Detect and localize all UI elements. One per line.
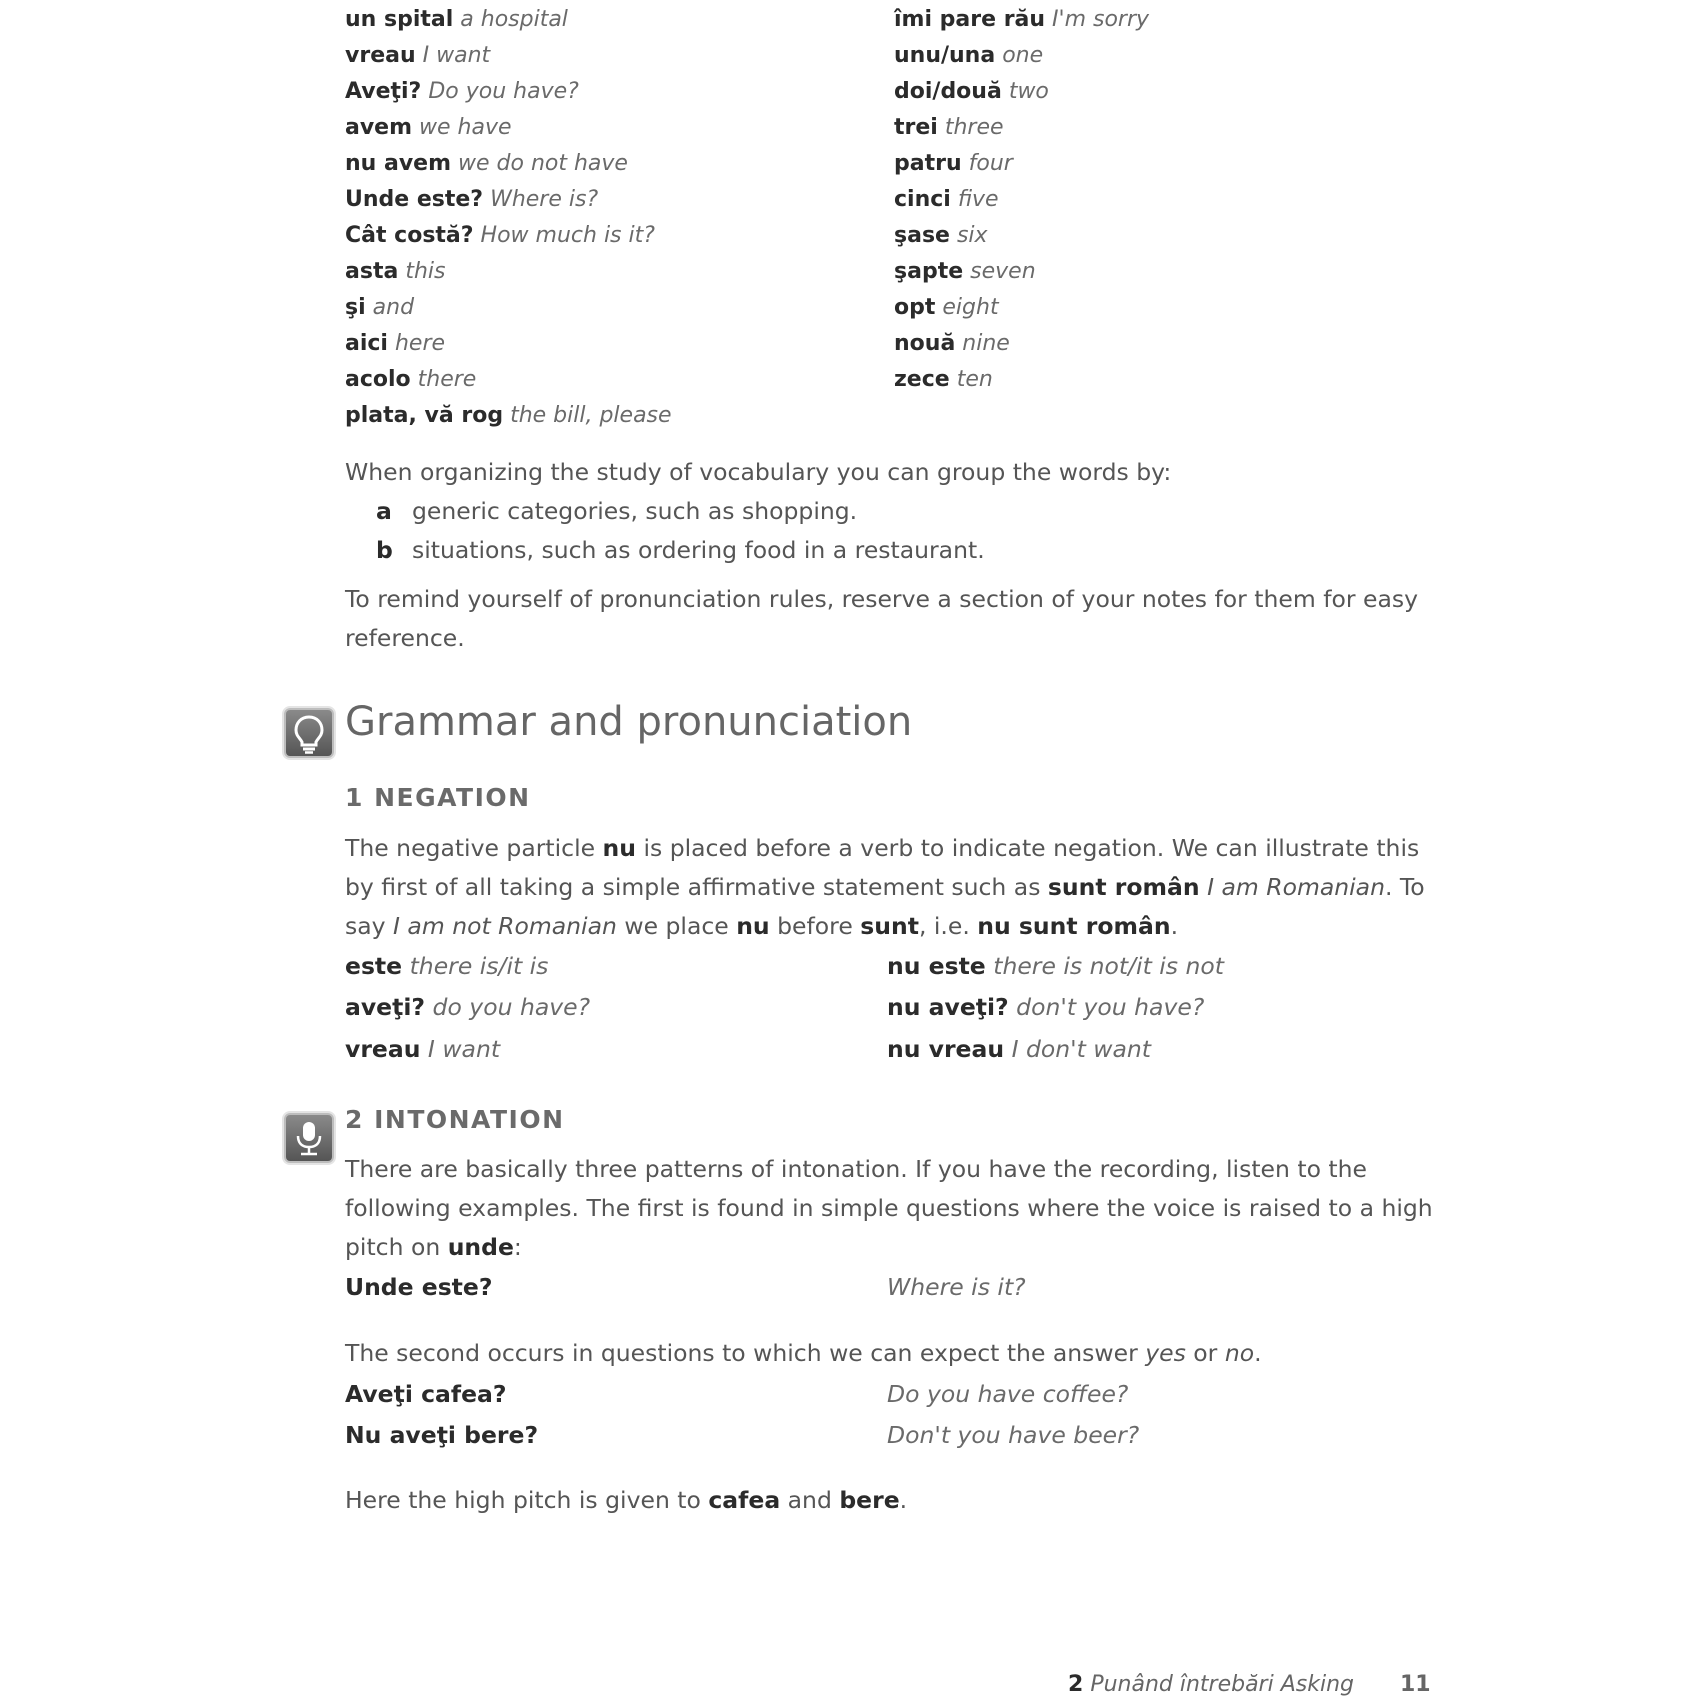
vocab-item [345,290,672,326]
vocab-item [894,326,1149,362]
negation-example-negative: nu aveţi? don't you have? [887,993,1205,1021]
romanian-word: vreau [345,43,416,68]
footer-chapter: 2 Punând întrebări Asking [1068,1672,1354,1697]
vocab-item [894,254,1149,290]
vocab-item [345,146,672,182]
section-title: Grammar and pronunciation [345,699,913,745]
intonation-example: Aveţi cafea? [345,1380,507,1408]
romanian-word: un spital [345,7,454,32]
list-text: generic categories, such as shopping. [412,497,858,525]
english-translation: I'm sorry [1052,7,1150,32]
negation-example-negative: nu vreau I don't want [887,1035,1152,1063]
vocab-item [345,2,672,38]
english-translation: eight [942,295,999,320]
english-translation: we do not have [458,151,628,176]
negation-example-negative: nu este there is not/it is not [887,952,1224,980]
vocab-item [345,38,672,74]
vocab-item [894,146,1149,182]
romanian-word: Aveţi? [345,79,422,104]
english-translation: three [944,115,1004,140]
english-translation: two [1008,79,1049,104]
negation-example: este there is/it is [345,952,549,980]
vocab-item [894,362,1149,398]
study-list-item [376,492,857,530]
vocab-item [345,110,672,146]
study-intro: When organizing the study of vocabulary you can group the words by: [345,458,1172,486]
romanian-word: cinci [894,187,951,212]
romanian-word: plata, vă rog [345,403,504,428]
romanian-word: opt [894,295,936,320]
list-letter: a [376,497,392,525]
english-translation: and [372,295,415,320]
english-translation: a hospital [460,7,568,32]
vocab-item [345,362,672,398]
romanian-word: nouă [894,331,956,356]
intonation-heading: 2 INTONATION [345,1105,565,1134]
english-translation: the bill, please [510,403,672,428]
english-translation: seven [970,259,1036,284]
romanian-word: nu avem [345,151,452,176]
romanian-word: acolo [345,367,411,392]
intonation-paragraph: There are basically three patterns of intonation. If you have the recording, listen to the following examples. The first is found in simple questions where the voice is raised to a high pitch on unde: [345,1155,1433,1261]
vocab-item [345,254,672,290]
vocab-item [894,2,1149,38]
english-translation: one [1002,43,1044,68]
intonation-example: Unde este? [345,1273,493,1301]
romanian-word: îmi pare rău [894,7,1046,32]
study-list-item [376,531,985,569]
vocab-item [345,182,672,218]
romanian-word: şi [345,295,366,320]
romanian-word: şapte [894,259,964,284]
vocab-item [894,218,1149,254]
intonation-example-translation: Where is it? [887,1273,1026,1301]
vocab-item [345,326,672,362]
english-translation: How much is it? [480,223,655,248]
romanian-word: aici [345,331,388,356]
english-translation: six [956,223,988,248]
microphone-icon [284,1113,334,1163]
english-translation: here [394,331,446,356]
list-text: situations, such as ordering food in a restaurant. [412,536,985,564]
english-translation: there [417,367,477,392]
english-translation: four [968,151,1013,176]
romanian-word: avem [345,115,413,140]
negation-heading: 1 NEGATION [345,783,531,812]
romanian-word: zece [894,367,950,392]
vocab-item [345,398,672,434]
intonation-example-translation: Don't you have beer? [887,1421,1140,1449]
english-translation: ten [956,367,993,392]
english-translation: Where is? [490,187,599,212]
negation-example: vreau I want [345,1035,501,1063]
romanian-word: unu/una [894,43,996,68]
vocab-item [345,74,672,110]
vocab-item [345,218,672,254]
negation-example: aveţi? do you have? [345,993,591,1021]
english-translation: nine [962,331,1010,356]
list-letter: b [376,536,393,564]
vocab-column-right [894,2,1149,398]
vocab-column-left [345,2,672,434]
pronunciation-note: To remind yourself of pronunciation rules, reserve a section of your notes for them for easy reference. [345,585,1419,652]
intonation-paragraph-3: Here the high pitch is given to cafea and bere. [345,1486,908,1514]
vocab-item [894,290,1149,326]
english-translation: I want [422,43,491,68]
english-translation: we have [419,115,512,140]
intonation-example-translation: Do you have coffee? [887,1380,1129,1408]
romanian-word: trei [894,115,938,140]
page-number: 11 [1400,1672,1431,1697]
vocab-item [894,110,1149,146]
vocab-item [894,182,1149,218]
english-translation: Do you have? [428,79,579,104]
negation-paragraph: The negative particle nu is placed before a verb to indicate negation. We can illustrate this by first of all taking a simple affirmative statement such as sunt român I am Romanian. To say I am not Romanian we place nu before sunt, i.e. nu sunt român. [345,834,1425,940]
vocab-item [894,74,1149,110]
english-translation: five [957,187,999,212]
vocab-item [894,38,1149,74]
romanian-word: patru [894,151,962,176]
romanian-word: Cât costă? [345,223,474,248]
intonation-paragraph-2: The second occurs in questions to which we can expect the answer yes or no. [345,1339,1262,1367]
romanian-word: şase [894,223,950,248]
intonation-example: Nu aveţi bere? [345,1421,539,1449]
english-translation: this [405,259,446,284]
romanian-word: asta [345,259,399,284]
romanian-word: doi/două [894,79,1002,104]
lightbulb-icon [284,708,334,758]
romanian-word: Unde este? [345,187,484,212]
